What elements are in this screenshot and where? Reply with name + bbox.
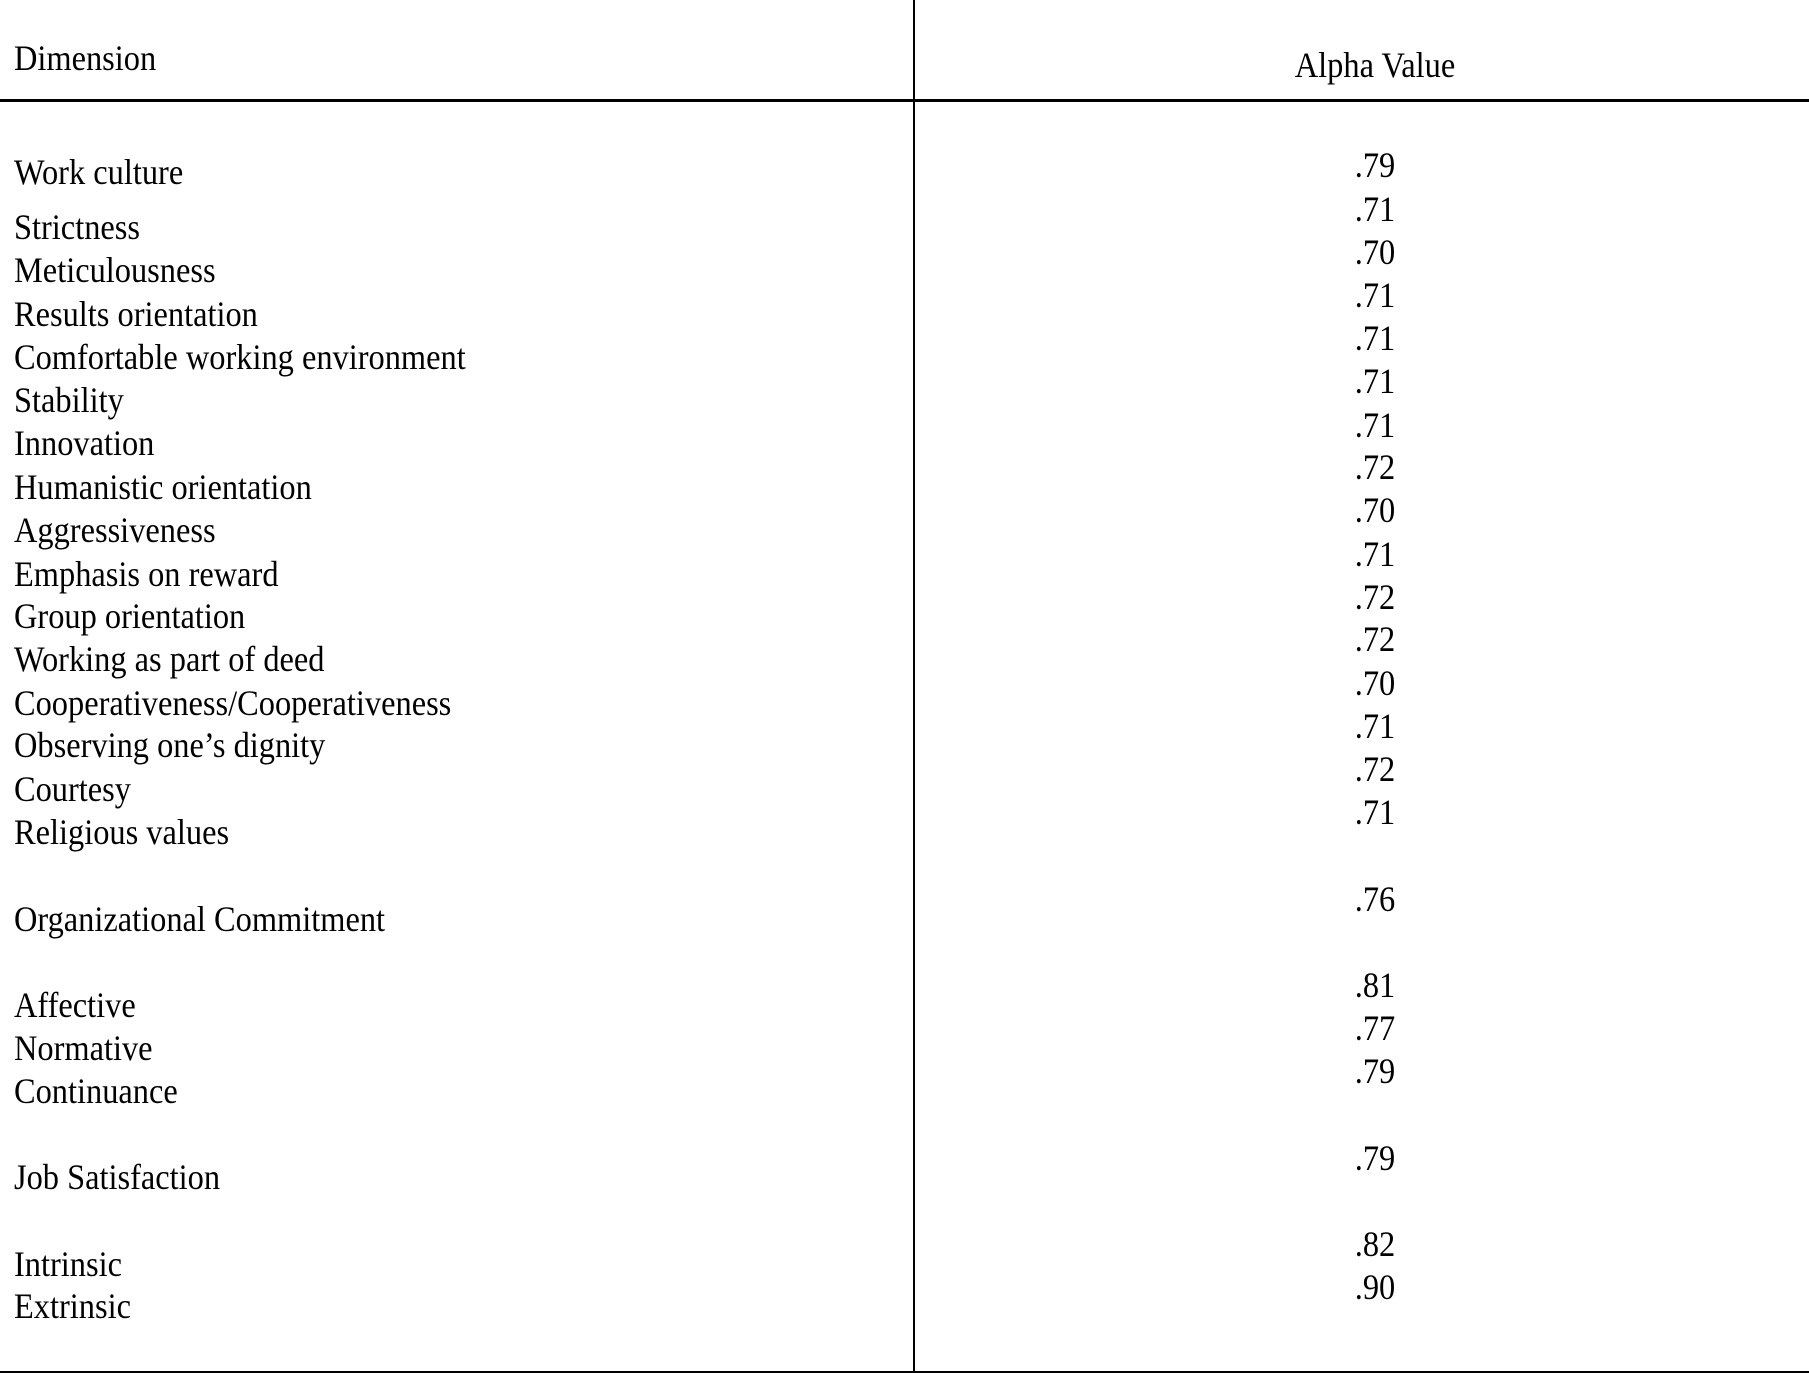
row-label: Results orientation [14, 294, 258, 334]
row-alpha-value: .71 [1354, 405, 1396, 445]
row-label: Organizational Commitment [14, 899, 386, 939]
row-label: Intrinsic [14, 1244, 122, 1284]
row-alpha-value: .71 [1354, 534, 1396, 574]
row-label: Observing one’s dignity [14, 725, 326, 765]
row-alpha-value: .71 [1354, 189, 1396, 229]
row-label: Meticulousness [14, 250, 216, 290]
row-alpha-value: .71 [1354, 361, 1396, 401]
row-alpha-value: .79 [1354, 1051, 1396, 1091]
row-label: Emphasis on reward [14, 554, 279, 594]
row-label: Extrinsic [14, 1286, 131, 1326]
header-dimension: Dimension [14, 38, 157, 78]
row-label: Comfortable working environment [14, 337, 466, 377]
row-label: Group orientation [14, 596, 246, 636]
row-alpha-value: .76 [1354, 879, 1396, 919]
row-alpha-value: .82 [1354, 1224, 1396, 1264]
row-label: Work culture [14, 152, 184, 192]
row-label: Stability [14, 380, 124, 420]
row-alpha-value: .90 [1354, 1267, 1396, 1307]
row-label: Aggressiveness [14, 510, 216, 550]
header-rule [0, 99, 1809, 102]
row-alpha-value: .72 [1354, 749, 1396, 789]
row-alpha-value: .70 [1354, 232, 1396, 272]
column-divider [913, 0, 915, 1373]
row-label: Innovation [14, 423, 155, 463]
row-label: Religious values [14, 812, 230, 852]
row-alpha-value: .72 [1354, 577, 1396, 617]
row-alpha-value: .79 [1354, 145, 1396, 185]
row-label: Humanistic orientation [14, 467, 312, 507]
header-alpha-value: Alpha Value [1294, 45, 1456, 85]
row-label: Continuance [14, 1071, 178, 1111]
row-label: Strictness [14, 207, 140, 247]
row-label: Job Satisfaction [14, 1157, 221, 1197]
row-alpha-value: .70 [1354, 663, 1396, 703]
row-alpha-value: .70 [1354, 490, 1396, 530]
row-label: Courtesy [14, 769, 131, 809]
row-alpha-value: .71 [1354, 792, 1396, 832]
row-label: Cooperativeness/Cooperativeness [14, 683, 452, 723]
row-alpha-value: .71 [1354, 318, 1396, 358]
row-alpha-value: .81 [1354, 965, 1396, 1005]
row-label: Working as part of deed [14, 639, 325, 679]
row-alpha-value: .71 [1354, 275, 1396, 315]
row-label: Affective [14, 985, 136, 1025]
row-alpha-value: .71 [1354, 706, 1396, 746]
row-alpha-value: .72 [1354, 447, 1396, 487]
row-alpha-value: .77 [1354, 1008, 1396, 1048]
row-label: Normative [14, 1028, 153, 1068]
row-alpha-value: .72 [1354, 619, 1396, 659]
row-alpha-value: .79 [1354, 1138, 1396, 1178]
